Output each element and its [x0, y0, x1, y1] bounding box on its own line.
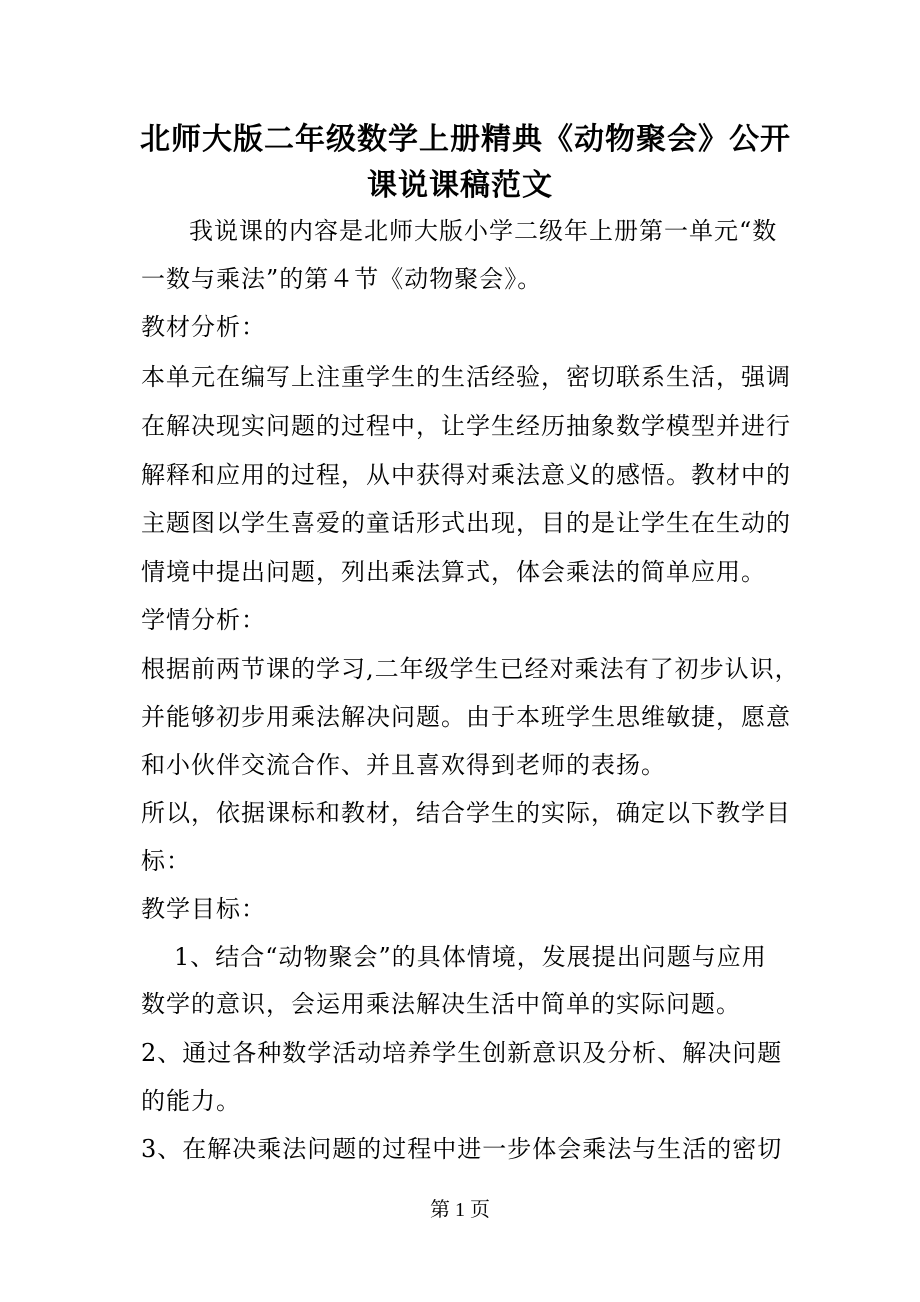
paragraph-line: 根据前两节课的学习,二年级学生已经对乘法有了初步认识， — [141, 655, 800, 683]
paragraph-line: 所以，依据课标和教材，结合学生的实际，确定以下教学目 — [141, 799, 791, 827]
paragraph-line: 本单元在编写上注重学生的生活经验，密切联系生活，强调 — [141, 363, 791, 391]
goal-item-1-line: 1、结合“动物聚会”的具体情境，发展提出问题与应用 — [174, 943, 767, 971]
section-heading-materials: 教材分析： — [141, 313, 266, 341]
paragraph-line: 我说课的内容是北师大版小学二级年上册第一单元“数 — [189, 217, 778, 245]
goal-item-3-line: 3、在解决乘法问题的过程中进一步体会乘法与生活的密切 — [141, 1135, 783, 1163]
section-heading-students: 学情分析： — [141, 606, 266, 634]
goal-item-1-line: 数学的意识，会运用乘法解决生活中简单的实际问题。 — [141, 990, 741, 1018]
paragraph-line: 在解决现实问题的过程中，让学生经历抽象数学模型并进行 — [141, 412, 791, 440]
document-title-line-1: 北师大版二年级数学上册精典《动物聚会》公开 — [140, 122, 791, 157]
goal-item-2-line: 2、通过各种数学活动培养学生创新意识及分析、解决问题 — [141, 1039, 783, 1067]
document-title-line-2: 课说课稿范文 — [367, 168, 553, 203]
paragraph-line: 主题图以学生喜爱的童话形式出现，目的是让学生在生动的 — [141, 509, 791, 537]
paragraph-line: 并能够初步用乘法解决问题。由于本班学生思维敏捷，愿意 — [141, 703, 791, 731]
section-heading-goals: 教学目标： — [141, 895, 266, 923]
goal-item-2-line: 的能力。 — [141, 1087, 241, 1115]
paragraph-line: 标： — [141, 847, 191, 875]
paragraph-line: 解释和应用的过程，从中获得对乘法意义的感悟。教材中的 — [141, 461, 791, 489]
page-number: 第 1 页 — [430, 1199, 490, 1221]
paragraph-line: 情境中提出问题，列出乘法算式，体会乘法的简单应用。 — [141, 558, 766, 586]
paragraph-line: 和小伙伴交流合作、并且喜欢得到老师的表扬。 — [141, 751, 666, 779]
paragraph-line: 一数与乘法”的第４节《动物聚会》。 — [141, 265, 543, 293]
